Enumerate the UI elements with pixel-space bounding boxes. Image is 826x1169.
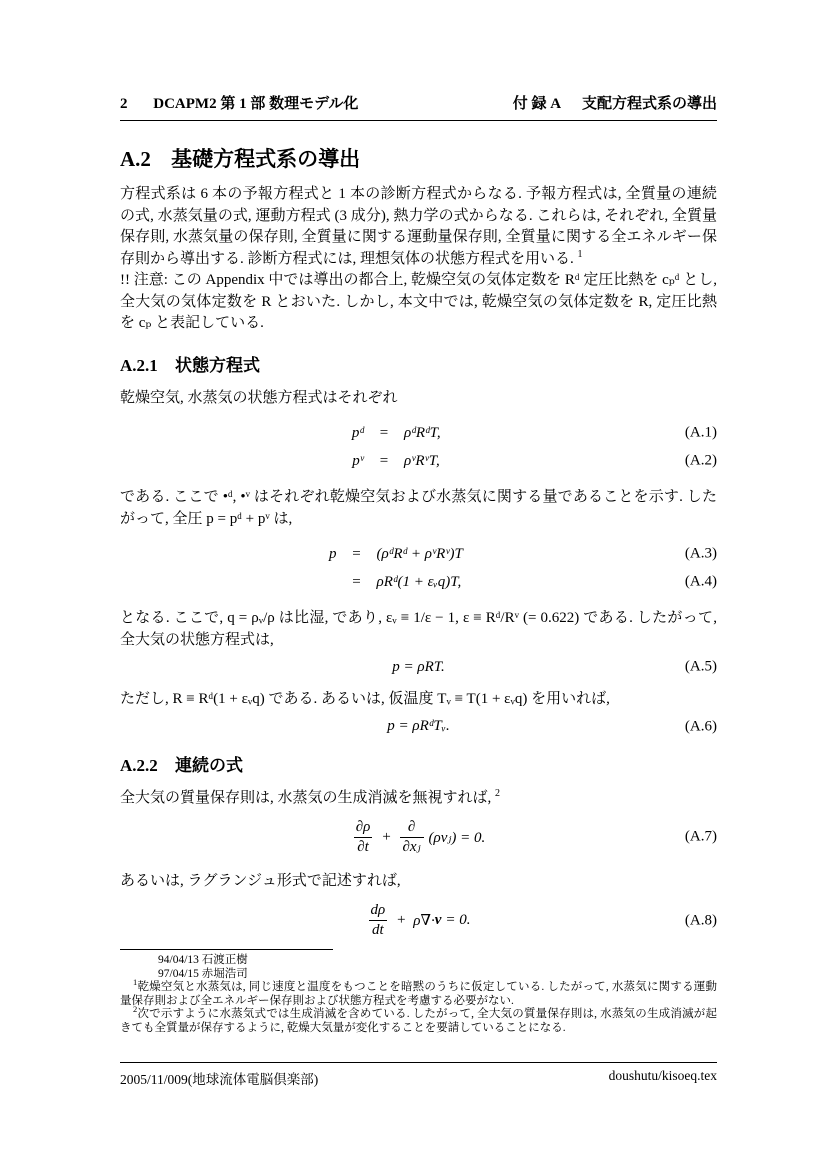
footer-row	[120, 1068, 717, 1088]
eos-bullet-paragraph: である. ここで •ᵈ, •ᵛ はそれぞれ乾燥空気および水蒸気に関する量であることを示す. したがって, 全圧 p = pᵈ + pᵛ は,	[120, 489, 717, 527]
equation-a7-body	[352, 818, 485, 857]
notice-paragraph: !! 注意: この Appendix 中では導出の都合上, 乾燥空気の気体定数を Rᵈ 定圧比熱を cₚᵈ とし, 全大気の気体定数を R とおいた. しかし, 本文中では, 乾燥空気の気体定数を R, 定圧比熱を cₚ と表記している.	[120, 272, 717, 331]
equation-group-a1-a2	[120, 419, 717, 475]
equation-a8	[120, 899, 717, 943]
equation-a1-relation: =	[379, 424, 389, 441]
footnotes-block	[120, 949, 717, 1035]
text-column	[120, 92, 717, 943]
footnote-1-text: 乾燥空気と水蒸気は, 同じ速度と温度をもつことを暗黙のうちに仮定している. したがって, 水蒸気に関する運動量保存則および全エネルギー保存則および状態方程式を考慮する必要がない.	[120, 981, 717, 1007]
equation-a3-lhs: p	[329, 545, 337, 562]
equation-a4	[120, 568, 717, 596]
subsection-heading-state	[120, 355, 717, 376]
footnote-1	[120, 977, 717, 1008]
equation-a4-label: (A.4)	[684, 573, 717, 590]
equation-group-a3-a4	[120, 540, 717, 596]
equation-a6-body: p = ρRᵈTᵥ.	[387, 718, 450, 734]
equation-a3-relation: =	[352, 545, 361, 562]
velocity-vector-symbol: v	[434, 912, 442, 928]
subsection-number: A.2.1	[120, 355, 158, 375]
subsection-heading-continuity	[120, 755, 717, 776]
footer-filename: doushutu/kisoeq.tex	[608, 1068, 717, 1083]
equation-a3-rhs: (ρᵈRᵈ + ρᵛRᵛ)T	[376, 545, 463, 562]
fraction-denominator: ∂xⱼ	[400, 837, 424, 857]
subsection-title: 状態方程式	[175, 355, 261, 375]
equation-a6-label: (A.6)	[684, 718, 717, 734]
equation-a4-rhs: ρRᵈ(1 + εᵥq)T,	[376, 573, 462, 590]
fraction-numerator: ∂ρ	[355, 818, 371, 835]
equation-a8-body	[366, 901, 470, 940]
equation-a7-label: (A.7)	[684, 828, 717, 845]
revision-date-line: 94/04/13 石渡正樹	[158, 954, 248, 966]
equation-a6	[120, 717, 717, 737]
intro-paragraph	[120, 184, 717, 270]
equation-a2-lhs: pᵛ	[352, 452, 364, 469]
equation-a8-tail: = 0.	[445, 912, 471, 928]
footer-rule	[120, 1062, 717, 1063]
equation-a5-label: (A.5)	[684, 658, 717, 675]
eos-lead-paragraph: 乾燥空気, 水蒸気の状態方程式はそれぞれ	[120, 389, 398, 406]
subsection-title: 連続の式	[175, 755, 244, 775]
equation-a2-rhs: ρᵛRᵛT,	[404, 452, 440, 469]
footnote-rule	[120, 949, 333, 950]
footnote-ref-2: 2	[495, 787, 501, 799]
divergence-term: ρ∇·	[413, 913, 435, 929]
equation-a2-relation: =	[379, 452, 389, 469]
footnote-1-marker: 1	[133, 977, 138, 988]
footnote-2-text: 次で示すように水蒸気式では生成消滅を含めている. したがって, 全大気の質量保存則は, 水蒸気の生成消滅が起きても全質量が保存するように, 乾燥大気量が変化することを要請していることになる.	[120, 1008, 717, 1034]
footer-publisher: 2005/11/009(地球流体電脳倶楽部)	[120, 1072, 319, 1087]
intro-text: 方程式系は 6 本の予報方程式と 1 本の診断方程式からなる. 予報方程式は, 全質量の連続の式, 水蒸気量の式, 運動方程式 (3 成分), 熱力学の式からなる. これらは, それぞれ, 全質量保存則, 水蒸気量の保存則, 全質量に関する運動量保存則, 全質量に関する全エネルギー保存則から導出する. 診断方程式には, 理想気体の状態方程式を用いる.	[120, 186, 717, 267]
fraction-denominator: dt	[369, 920, 387, 940]
subsection-number: A.2.2	[120, 755, 158, 775]
footnote-2	[120, 1004, 717, 1035]
equation-a3-label: (A.3)	[684, 545, 717, 562]
continuity-lead-text: 全大気の質量保存則は, 水蒸気の生成消滅を無視すれば,	[120, 789, 496, 806]
fraction-numerator: dρ	[370, 902, 386, 918]
page-number: 2	[120, 96, 128, 112]
page-footer	[120, 1062, 717, 1088]
header-left-title: DCAPM2 第 1 部 数理モデル化	[153, 96, 359, 112]
fraction-numerator: ∂	[407, 818, 416, 835]
equation-a4-relation: =	[352, 573, 361, 590]
eos-humidity-paragraph: となる. ここで, q = ρᵥ/ρ は比湿, であり, εᵥ ≡ 1/ε − 1, ε ≡ Rᵈ/Rᵛ (= 0.622) である. したがって, 全大気の状態方程式は,	[120, 610, 717, 648]
footnote-2-marker: 2	[133, 1004, 138, 1015]
fraction	[353, 818, 374, 857]
page-header	[120, 92, 717, 113]
fraction	[367, 901, 388, 940]
equation-a1-label: (A.1)	[684, 424, 717, 441]
section-number: A.2	[120, 147, 151, 171]
equation-a2-label: (A.2)	[684, 452, 717, 469]
header-right-title: 支配方程式系の導出	[581, 96, 717, 112]
equation-a1	[120, 419, 717, 447]
header-right	[513, 92, 717, 113]
header-left	[120, 92, 358, 113]
footnote-ref-1: 1	[577, 248, 583, 260]
continuity-lead-paragraph	[120, 788, 717, 810]
equation-a2	[120, 447, 717, 475]
equation-a3	[120, 540, 717, 568]
section-title: 基礎方程式系の導出	[171, 147, 361, 171]
equation-a1-lhs: pᵈ	[351, 424, 364, 441]
fraction-denominator: ∂t	[354, 837, 372, 857]
appendix-label: 付 録 A	[512, 96, 561, 112]
section-heading	[120, 147, 717, 172]
plus-operator: +	[396, 912, 407, 928]
equation-a5-body: p = ρRT.	[392, 658, 445, 675]
fraction	[400, 818, 424, 857]
lagrangian-paragraph: あるいは, ラグランジュ形式で記述すれば,	[120, 873, 401, 889]
revision-date-line: 97/04/15 赤堀浩司	[158, 967, 248, 980]
equation-a1-rhs: ρᵈRᵈT,	[404, 424, 441, 441]
equation-a7-tail: (ρvⱼ) = 0.	[428, 829, 486, 846]
header-rule	[120, 120, 717, 121]
equation-a7	[120, 815, 717, 859]
equation-a5	[120, 657, 717, 677]
equation-a8-label: (A.8)	[684, 912, 717, 928]
plus-operator: +	[381, 828, 392, 845]
eos-virtual-temp-paragraph: ただし, R ≡ Rᵈ(1 + εᵥq) である. あるいは, 仮温度 Tᵥ ≡ T(1 + εᵥq) を用いれば,	[120, 691, 610, 707]
